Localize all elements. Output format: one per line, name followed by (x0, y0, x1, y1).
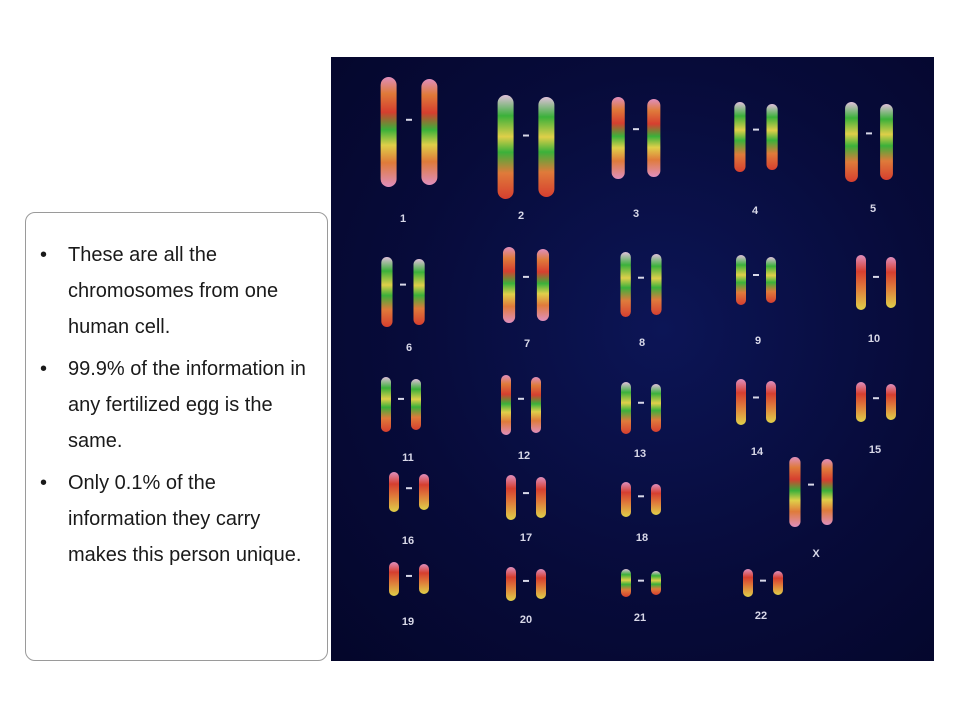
chromosome (537, 249, 549, 321)
chromosome (419, 474, 429, 510)
pair-marker (873, 397, 879, 399)
chromosome-label: 13 (633, 448, 647, 460)
chromosome (736, 379, 746, 425)
chromosome-label: 22 (754, 610, 768, 622)
pair-marker (866, 132, 872, 134)
chromosome-label: 10 (867, 333, 881, 345)
chromosome (506, 567, 516, 601)
chromosome (389, 472, 399, 512)
chromosome-label: 14 (750, 446, 764, 458)
bullet-dot-icon: • (40, 244, 48, 266)
chromosome (621, 382, 631, 434)
chromosome-label: 6 (405, 342, 413, 354)
bullet-dot-icon: • (40, 358, 48, 380)
pair-marker (873, 276, 879, 278)
chromosome (536, 477, 546, 518)
chromosome-label: 3 (632, 208, 640, 220)
pair-marker (523, 135, 529, 137)
pair-marker (523, 492, 529, 494)
chromosome (413, 259, 424, 325)
pair-marker (518, 398, 524, 400)
bullet-dot-icon: • (40, 472, 48, 494)
bullet-item (40, 237, 315, 345)
chromosome-label: 16 (401, 535, 415, 547)
bullet-item (40, 351, 315, 459)
chromosome (651, 254, 661, 315)
chromosome-label: 9 (754, 335, 762, 347)
pair-marker (638, 495, 644, 497)
chromosome (821, 459, 832, 525)
chromosome-label: 20 (519, 614, 533, 626)
chromosome (845, 102, 858, 182)
chromosome (536, 569, 546, 599)
chromosome (880, 104, 893, 180)
pair-marker (406, 487, 412, 489)
chromosome (743, 569, 753, 597)
pair-marker (638, 580, 644, 582)
pair-marker (753, 129, 759, 131)
chromosome-label: 5 (869, 203, 877, 215)
chromosome-label: 12 (517, 450, 531, 462)
chromosome (381, 257, 392, 327)
chromosome (503, 247, 515, 323)
chromosome-label: 1 (399, 213, 407, 225)
chromosome-label: 19 (401, 616, 415, 628)
chromosome (381, 377, 391, 432)
pair-marker (400, 284, 406, 286)
chromosome-label: 11 (402, 452, 414, 464)
chromosome (789, 457, 800, 527)
chromosome (498, 95, 514, 199)
chromosome-label: X (812, 548, 820, 560)
chromosome-label: 2 (517, 210, 525, 222)
pair-marker (753, 396, 759, 398)
chromosome-label: 8 (638, 337, 646, 349)
chromosome (773, 571, 783, 595)
chromosome (856, 255, 866, 310)
chromosome-label-group (400, 203, 881, 628)
chromosome-label: 21 (633, 612, 647, 624)
chromosome-label: 17 (519, 532, 533, 544)
chromosome (651, 571, 661, 595)
pair-marker (638, 277, 644, 279)
pair-marker (523, 276, 529, 278)
karyotype-image (331, 57, 934, 661)
chromosome (766, 104, 777, 170)
chromosome-label: 7 (523, 338, 531, 350)
chromosome-label: 18 (635, 532, 649, 544)
chromosome-label: 15 (868, 444, 882, 456)
chromosome (736, 255, 746, 305)
chromosome (531, 377, 541, 433)
pair-marker (633, 128, 639, 130)
chromosome (538, 97, 554, 197)
chromosome (651, 384, 661, 432)
chromosome (612, 97, 625, 179)
pair-marker (398, 398, 404, 400)
bullet-text: 99.9% of the information in any fertilized egg is the same. (68, 358, 306, 452)
chromosome (621, 482, 631, 517)
chromosome (886, 257, 896, 308)
text-box (25, 212, 328, 661)
bullet-text: Only 0.1% of the information they carry makes this person unique. (68, 472, 302, 566)
chromosome (647, 99, 660, 177)
chromosome (506, 475, 516, 520)
pair-marker (808, 484, 814, 486)
chromosome (411, 379, 421, 430)
chromosome (421, 79, 437, 185)
chromosome (734, 102, 745, 172)
pair-marker (406, 119, 412, 121)
chromosome (381, 77, 397, 187)
bullet-item (40, 465, 315, 573)
chromosome-label: 4 (751, 205, 759, 217)
pair-marker (753, 274, 759, 276)
pair-marker (523, 580, 529, 582)
bullet-text: These are all the chromosomes from one human cell. (68, 244, 279, 338)
pair-marker (638, 402, 644, 404)
pair-marker (760, 580, 766, 582)
chromosome (620, 252, 630, 317)
chromosome (886, 384, 896, 420)
chromosome (766, 381, 776, 423)
chromosome (389, 562, 399, 596)
chromosome (856, 382, 866, 422)
chromosome (501, 375, 511, 435)
pair-marker (406, 575, 412, 577)
bullet-list (40, 237, 315, 573)
chromosome (621, 569, 631, 597)
chromosome (651, 484, 661, 515)
chromosome (766, 257, 776, 303)
karyotype-photo (331, 57, 934, 661)
chromosome (419, 564, 429, 594)
